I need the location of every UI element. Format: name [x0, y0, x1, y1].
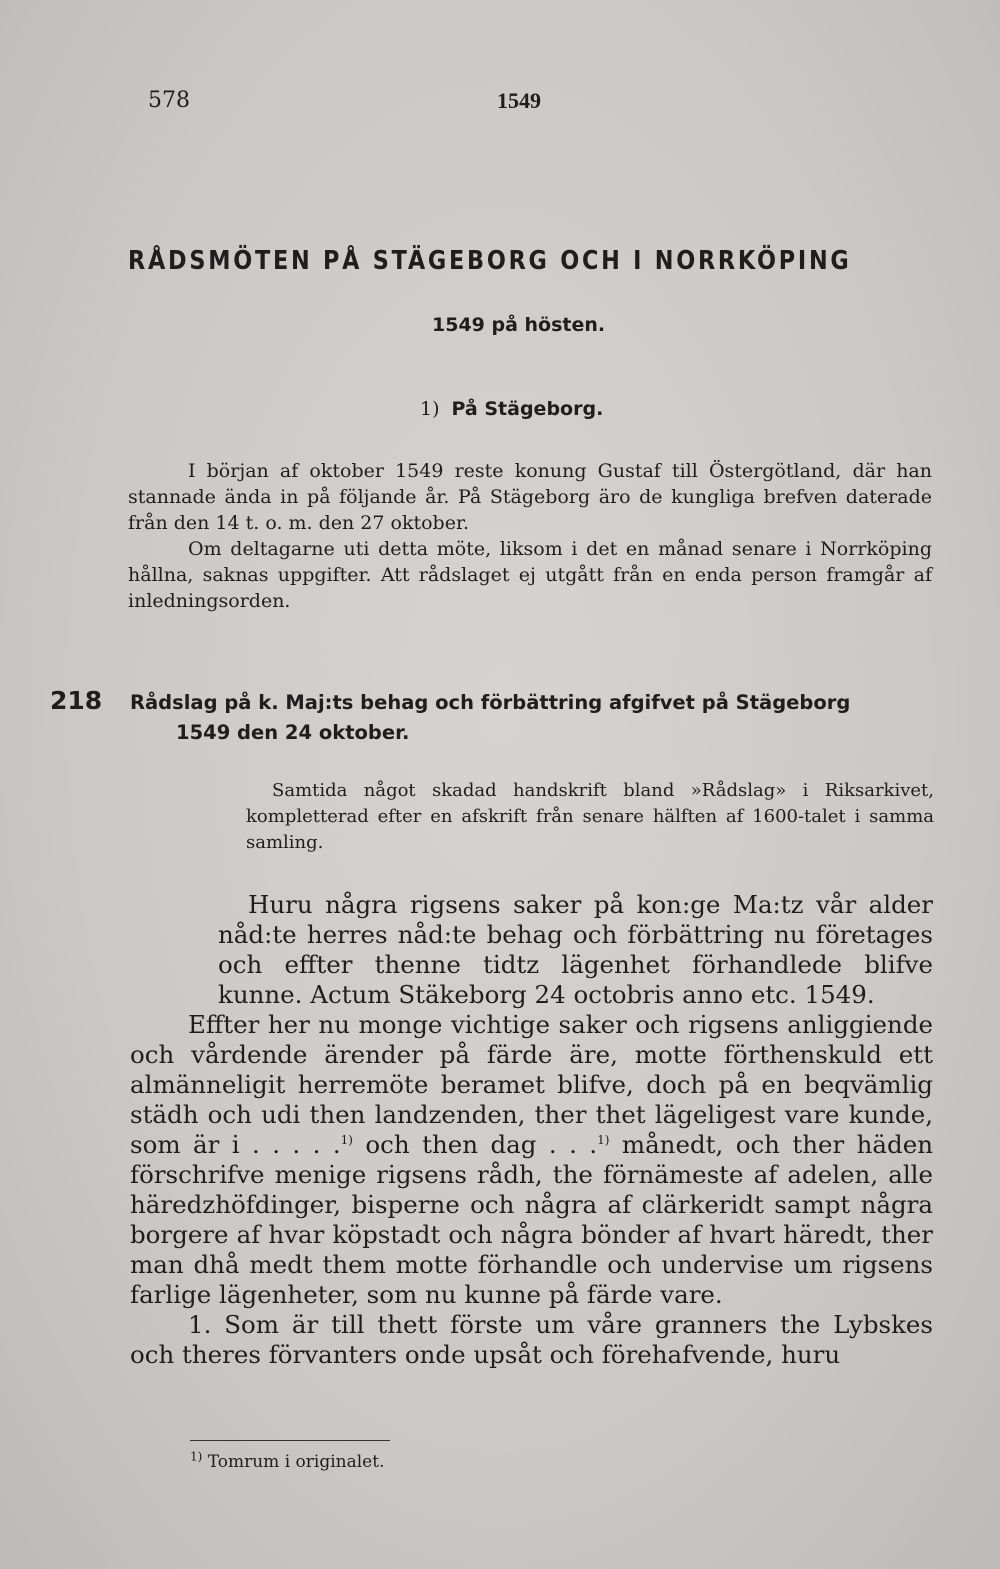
body-paragraph: 1. Som är till thett förste um våre granners the Lybskes och theres förvanters onde upsåt och förehafvende, huru	[130, 1310, 933, 1369]
intro-text	[128, 458, 932, 614]
intro-paragraph: Om deltagarne uti detta möte, liksom i det en månad senare i Norrköping hållna, saknas uppgifter. Att rådslaget ej utgått från en enda person framgår af inledningsorden.	[128, 538, 932, 612]
document-title-line: 1549 den 24 oktober.	[176, 721, 410, 744]
footnote-text: Tomrum i originalet.	[202, 1452, 385, 1472]
running-header-year: 1549	[497, 88, 541, 113]
source-paragraph: Samtida något skadad handskrift bland »Rådslag» i Riksarkivet, kompletterad efter en afskrift från senare hälften af 1600-talet i samma samling.	[246, 780, 934, 853]
intro-paragraph: I början af oktober 1549 reste konung Gustaf till Östergötland, där han stannade ända in på följande år. På Stägeborg äro de kungliga brefven daterade från den 14 t. o. m. den 27 oktober.	[128, 460, 932, 534]
body-text: och then dag . . .	[353, 1130, 598, 1159]
body-paragraph	[130, 1010, 933, 1310]
footnote	[190, 1449, 385, 1472]
chapter-subtitle: 1549 på hösten.	[432, 314, 606, 336]
body-text: månedt, och ther häden förschrifve menige rigsens rådh, the förnämeste af adelen, alle häredzhöfdinger, bisperne och några af clärkeridt sampt några borgere af hvar köpstadt och några bönder af hvart häredt, ther man dhå medt them motte förhandle och undervise um rigsens farlige lägenheter, som nu kunne på färde vare.	[130, 1130, 933, 1309]
document-body	[130, 890, 933, 1370]
footnote-reference: 1)	[340, 1132, 353, 1147]
body-paragraph: Huru några rigsens saker på kon:ge Ma:tz vår alder nåd:te herres nåd:te behag och förbättring nu företages och effter thenne tidtz lägenhet förhandlede blifve kunne. Actum Stäkeborg 24 octobris anno etc. 1549.	[218, 890, 933, 1009]
document-title-line: Rådslag på k. Maj:ts behag och förbättring afgifvet på Stägeborg	[130, 691, 851, 714]
section-heading	[420, 398, 603, 420]
body-text: Effter her nu monge vichtige saker och rigsens anliggiende och vårdende ärender på färde äre, motte förthenskuld ett almänneligit herremöte beramet blifve, doch på en beqvämlig städh och udi then landzenden, ther thet lägeligest vare kunde, som är i . . . . .	[130, 1010, 933, 1159]
footnote-divider	[190, 1440, 390, 1441]
chapter-title: RÅDSMÖTEN PÅ STÄGEBORG OCH I NORRKÖPING	[128, 246, 852, 276]
document-number: 218	[50, 686, 103, 715]
footnote-reference: 1)	[597, 1132, 610, 1147]
section-number: 1)	[420, 398, 440, 420]
page-number: 578	[148, 88, 190, 113]
document-title	[130, 688, 930, 748]
footnote-mark: 1)	[190, 1449, 203, 1464]
source-note	[246, 778, 934, 856]
section-label: På Stägeborg.	[451, 398, 604, 420]
